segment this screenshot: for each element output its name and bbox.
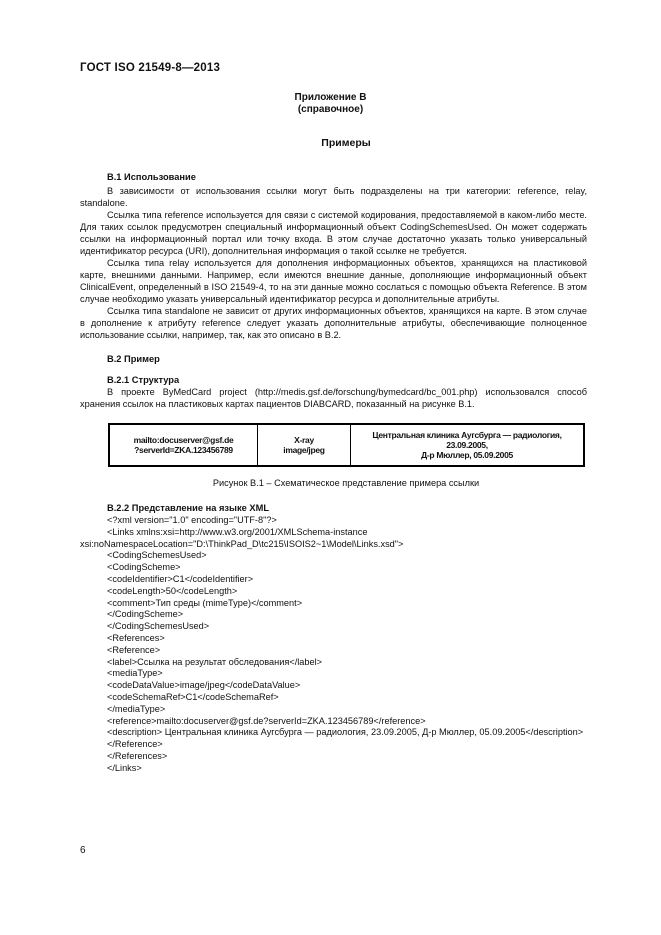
xml-line: <CodingScheme> [107,562,181,573]
xml-line: <codeSchemaRef>C1</codeSchemaRef> [107,691,279,702]
b1-paragraph-1: В зависимости от использования ссылки могут быть подразделены на три категории: reference, relay, standalone. [80,186,587,208]
figure-cell-uri [110,425,258,465]
figure-caption: Рисунок В.1 – Схематическое представление примера ссылки [212,478,480,488]
xml-line: <description> Центральная клиника Аугсбурга — радиология, 23.09.2005, Д-р Мюллер, 05.09.2005</description> [107,727,584,738]
xml-line: <?xml version="1.0" encoding="UTF-8"?> [107,515,277,525]
xml-line: <Links xmlns:xsi=http://www.w3.org/2001/XMLSchema-instance [107,526,368,537]
appendix-subtitle: (справочное) [297,104,364,115]
heading-b22: В.2.2 Представление на языке XML [107,503,270,513]
appendix-title: Приложение В [294,92,367,103]
xml-line: </Reference> [107,739,163,750]
xml-line: <codeIdentifier>C1</codeIdentifier> [107,573,254,584]
xml-line: </References> [107,750,168,761]
figure-desc-line-3: Д-р Мюллер, 05.09.2005 [421,450,513,460]
figure-cell-media [258,425,351,465]
figure-desc-line-1: Центральная клиника Аугсбурга — радиология, [372,430,562,440]
figure-media-line-2: image/jpeg [283,445,325,455]
figure-uri-line-1: mailto:docuserver@gsf.de [133,435,234,445]
figure-cell-description [351,425,583,465]
xml-line: </CodingSchemesUsed> [107,621,210,632]
figure-reference-card [108,423,585,467]
b1-paragraph-4: Ссылка типа standalone не зависит от других информационных объектов, хранящихся на карте. В этом случае в дополнение к атрибуту reference следует указать дополнительные атрибуты, обеспечивающие полноценное использование ссылки, например, так, как это описано в В.2. [80,306,587,340]
heading-b1: В.1 Использование [107,172,196,182]
xml-line: </CodingScheme> [107,609,184,620]
xml-line: <comment>Тип среды (mimeType)</comment> [107,597,303,608]
b21-body [80,386,587,410]
xml-line: <References> [107,632,165,643]
xml-line: <codeDataValue>image/jpeg</codeDataValue> [107,680,301,691]
page-number: 6 [80,845,86,856]
xml-line: </mediaType> [107,703,166,714]
xml-line: <Reference> [107,644,161,655]
xml-line: <CodingSchemesUsed> [107,550,207,561]
xml-line: <reference>mailto:docuserver@gsf.de?serverId=ZKA.123456789</reference> [107,715,426,726]
xml-line: </Links> [107,762,142,773]
xml-line: <codeLength>50</codeLength> [107,585,238,596]
xml-code-block [80,515,640,775]
figure-desc-line-2: 23.09.2005, [446,440,488,450]
b1-paragraph-2: Ссылка типа reference используется для связи с системой кодирования, предоставляемой в каком-либо месте. Для таких ссылок предусмотрен специальный информационный объект CodingSchemesUsed. Он может содержать ссылки на информационный портал или точку входа. В этом случае достаточно указать только универсальный идентификатор ресурса (URI), дополнительная информация о такой ссылке не требуется. [80,210,587,256]
xml-line: <mediaType> [107,668,163,679]
xml-line: <label>Ссылка на результат обследования</label> [107,656,323,667]
b21-paragraph: В проекте ByMedCard project (http://medis.gsf.de/forschung/bymedcard/bc_001.php) использовался способ хранения ссылок на пластиковых картах пациентов DIABCARD, показанный на рисунке В.1. [80,387,587,409]
b1-body [80,185,587,341]
heading-b2: В.2 Пример [107,354,160,364]
figure-media-line-1: X-ray [294,435,314,445]
b1-paragraph-3: Ссылка типа relay используется для дополнения информационных объектов, хранящихся на пластиковой карте, внешними данными. Например, если имеются внешние данные, дополняющие информационный объект ClinicalEvent, определенный в ISO 21549-4, то на эти данные можно сослаться с помощью объекта Reference. В этом случае необходимо указать универсальный идентификатор ресурса и дополнительные атрибуты. [80,258,587,304]
figure-uri-line-2: ?serverId=ZKA.123456789 [134,445,233,455]
heading-b21: В.2.1 Структура [107,375,180,385]
section-title: Примеры [321,137,371,149]
standard-header: ГОСТ ISO 21549-8—2013 [80,62,221,74]
xml-line: xsi:noNamespaceLocation="D:\ThinkPad_D\tc215\ISOIS2~1\Model\Links.xsd"> [80,538,404,549]
